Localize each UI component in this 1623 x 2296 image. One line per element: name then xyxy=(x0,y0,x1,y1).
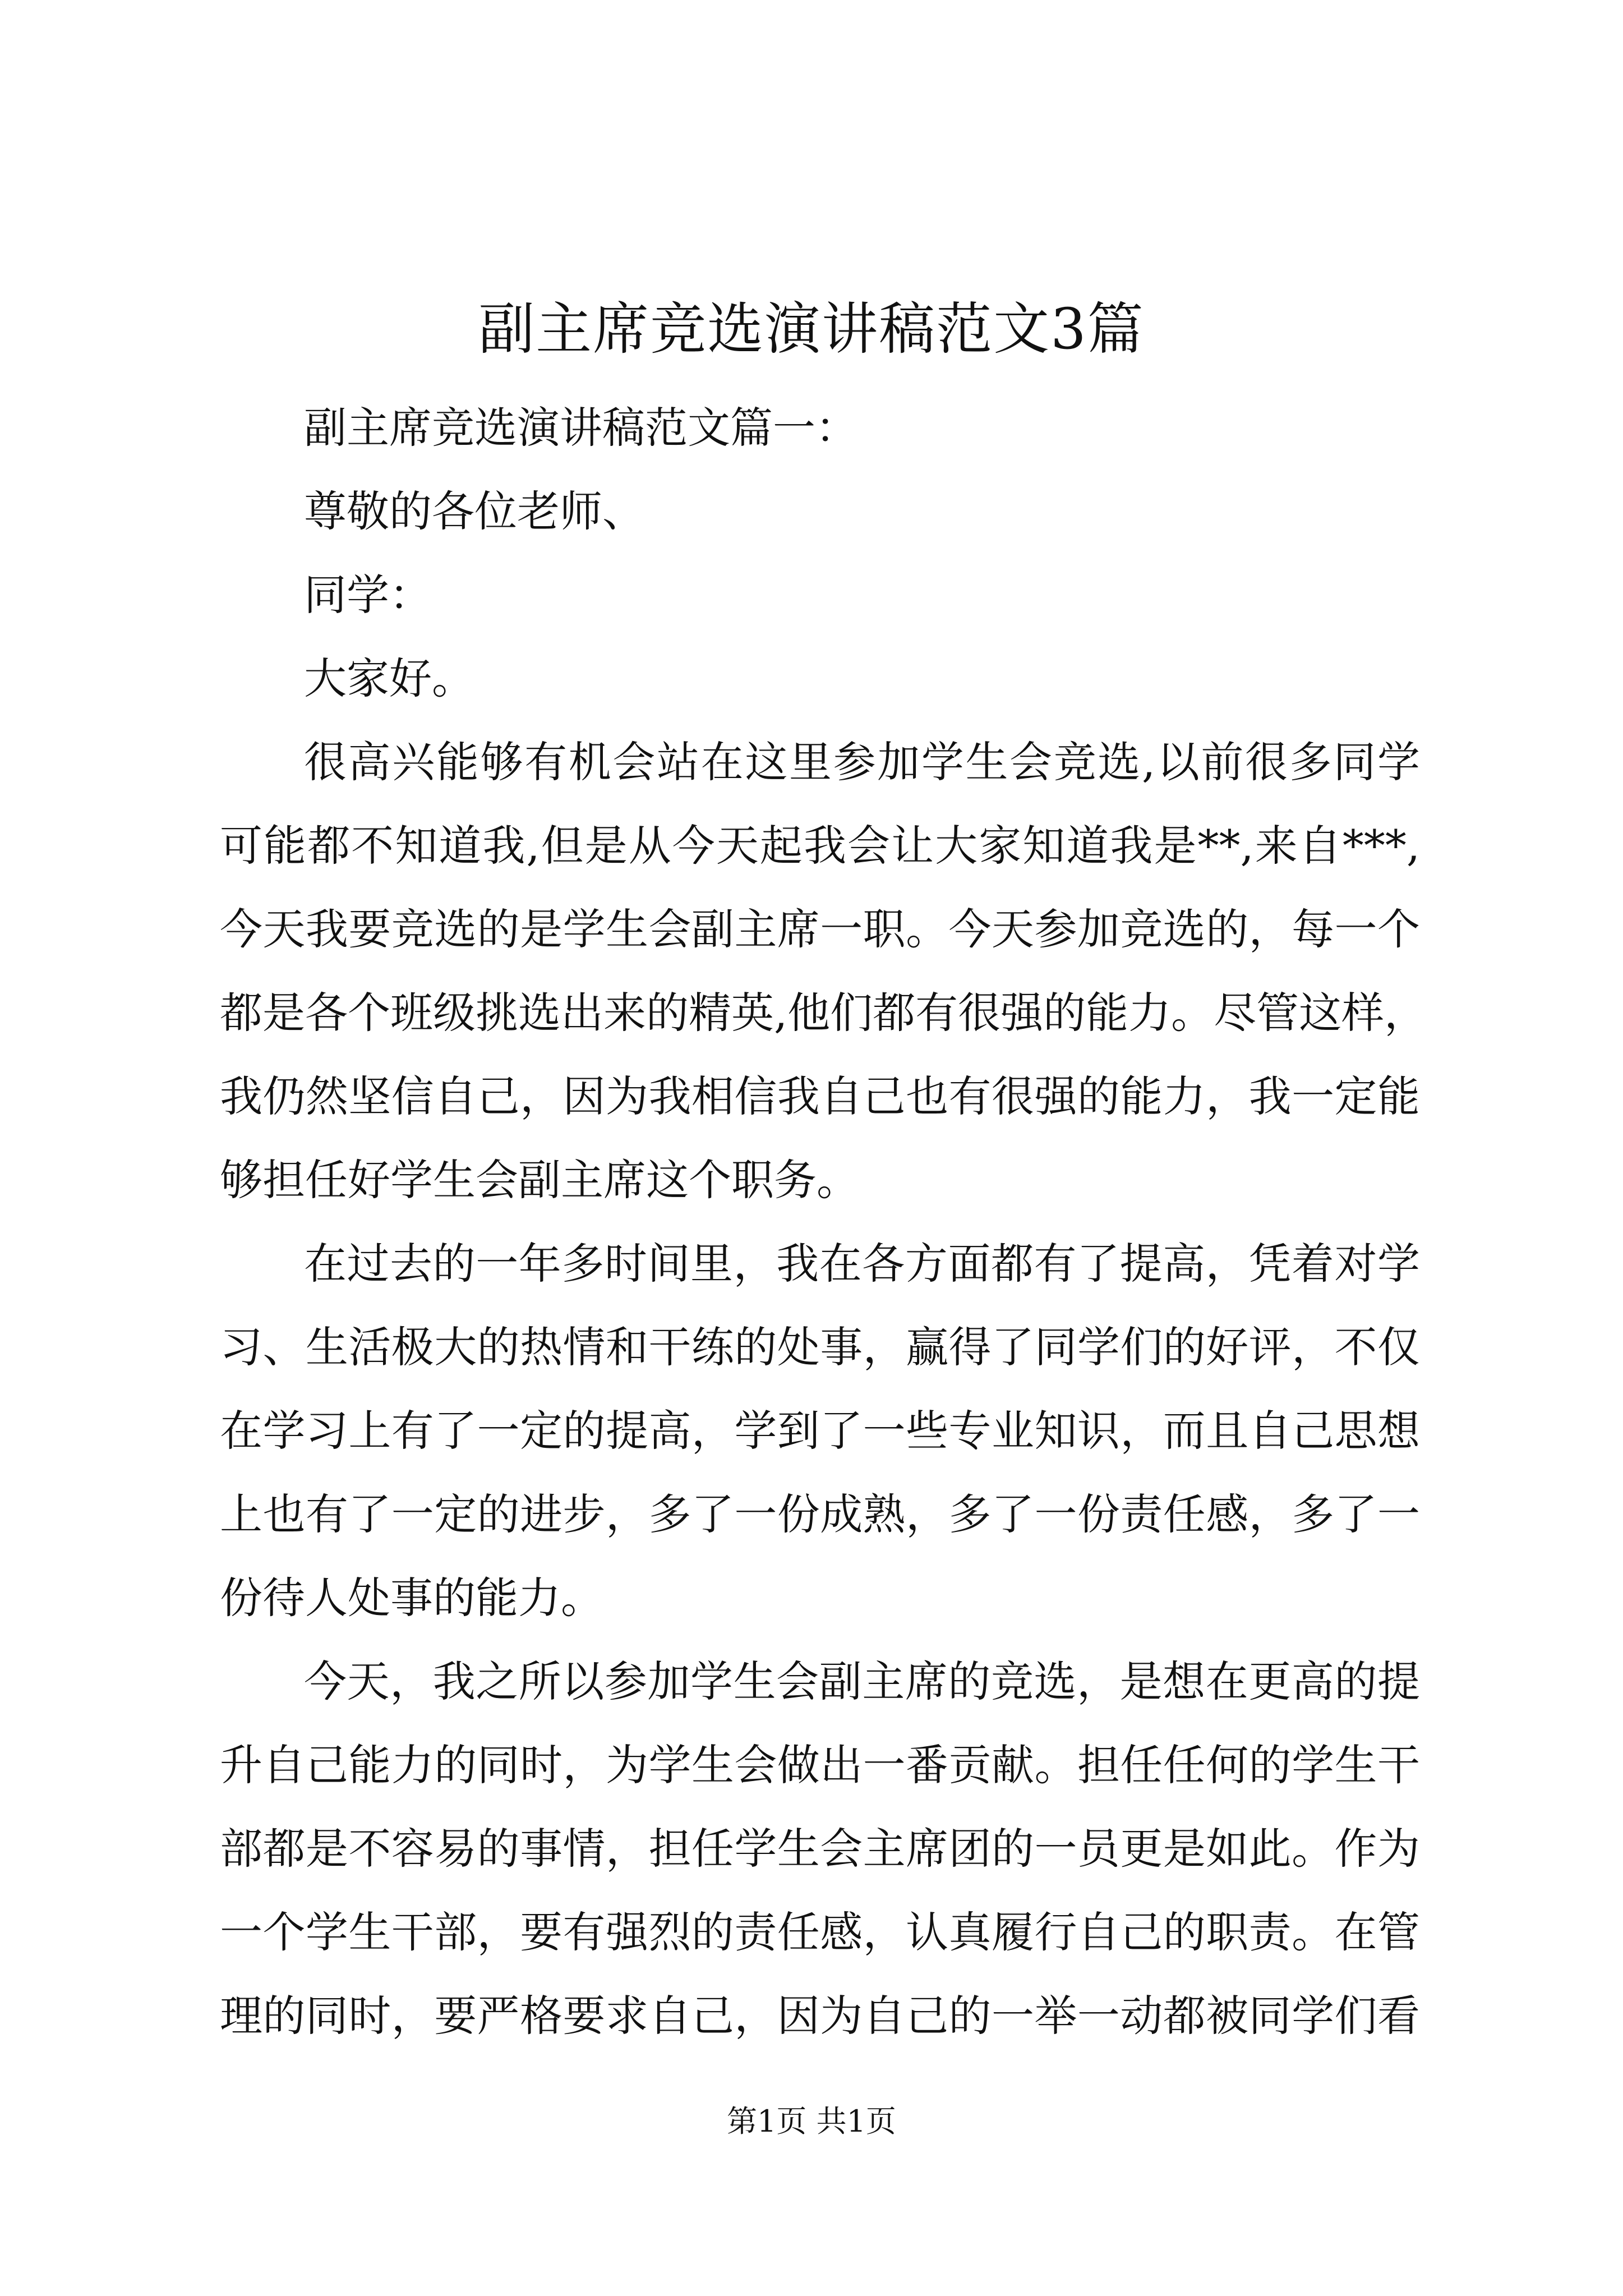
text-line: 今天，我之所以参加学生会副主席的竞选，是想在更高的提 xyxy=(304,1657,1420,1706)
text-line: 我仍然坚信自己，因为我相信我自己也有很强的能力，我一定能 xyxy=(220,1071,1420,1121)
text-line: 份待人处事的能力。 xyxy=(220,1573,603,1623)
page-footer: 第1页 共1页 xyxy=(727,2104,896,2139)
text-line: 习、生活极大的热情和干练的处事，赢得了同学们的好评，不仅 xyxy=(220,1322,1420,1372)
text-line: 在学习上有了一定的提高，学到了一些专业知识，而且自己思想 xyxy=(220,1406,1420,1456)
text-line: 部都是不容易的事情，担任学生会主席团的一员更是如此。作为 xyxy=(220,1824,1420,1874)
text-line: 可能都不知道我,但是从今天起我会让大家知道我是**,来自***, xyxy=(220,821,1420,871)
text-line: 尊敬的各位老师、 xyxy=(304,486,645,536)
document-title: 副主席竞选演讲稿范文3篇 xyxy=(478,296,1145,362)
text-line: 一个学生干部，要有强烈的责任感，认真履行自己的职责。在管 xyxy=(220,1907,1420,1957)
text-line: 今天我要竞选的是学生会副主席一职。今天参加竞选的，每一个 xyxy=(220,904,1420,954)
text-line: 上也有了一定的进步，多了一份成熟，多了一份责任感，多了一 xyxy=(220,1489,1420,1539)
text-line: 够担任好学生会副主席这个职务。 xyxy=(220,1155,859,1205)
text-line: 升自己能力的同时，为学生会做出一番贡献。担任任何的学生干 xyxy=(220,1740,1420,1790)
text-line: 很高兴能够有机会站在这里参加学生会竞选,以前很多同学 xyxy=(304,737,1420,787)
text-line: 都是各个班级挑选出来的精英,他们都有很强的能力。尽管这样， xyxy=(220,988,1427,1038)
text-line: 大家好。 xyxy=(304,654,474,703)
text-line: 在过去的一年多时间里，我在各方面都有了提高，凭着对学 xyxy=(304,1239,1420,1289)
text-line: 同学： xyxy=(304,570,432,620)
document-body xyxy=(220,386,1427,2058)
text-line: 理的同时，要严格要求自己，因为自己的一举一动都被同学们看 xyxy=(220,1991,1420,2041)
text-line: 副主席竞选演讲稿范文篇一： xyxy=(304,403,858,453)
